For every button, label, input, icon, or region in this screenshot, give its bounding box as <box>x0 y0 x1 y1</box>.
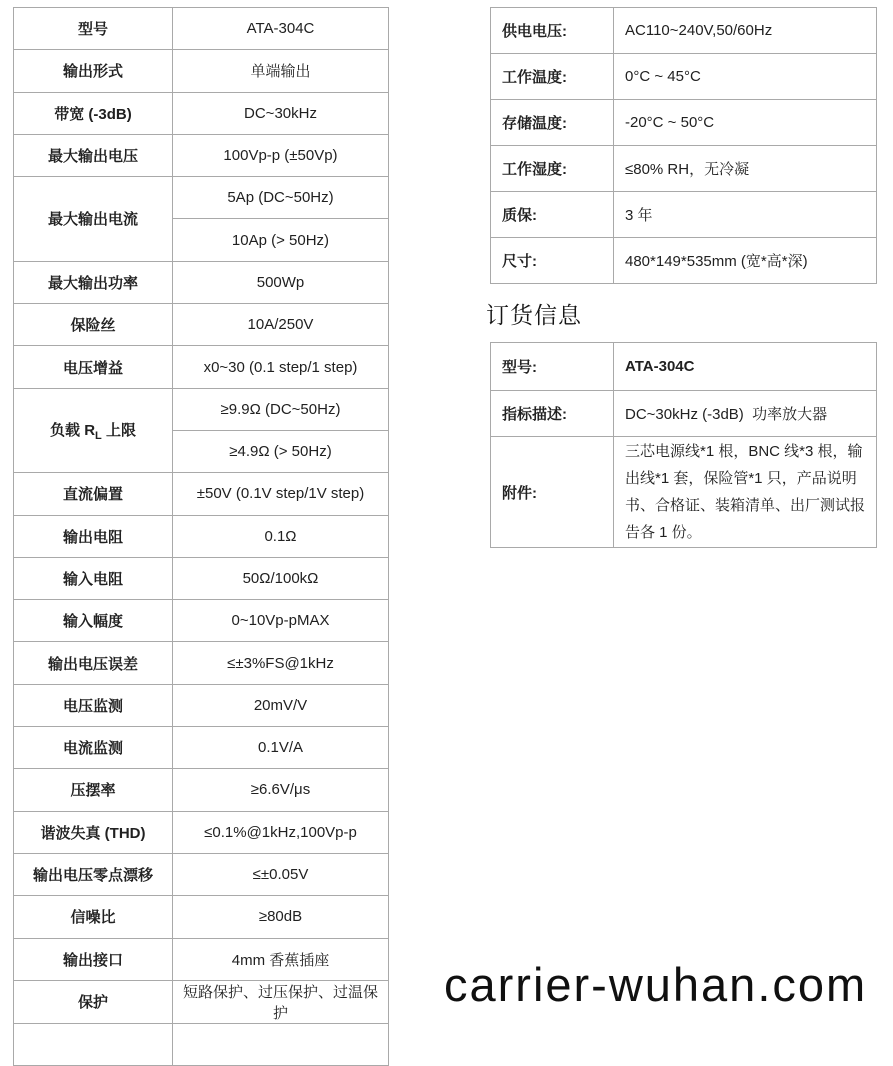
ordering-value-cell: 三芯电源线*1 根，BNC 线*3 根，输出线*1 套，保险管*1 只，产品说明书、合格证、装箱清单、出厂测试报告各 1 份。 <box>614 437 877 548</box>
spec-value-cell: 50Ω/100kΩ <box>173 557 389 599</box>
ordering-label-cell: 指标描述: <box>491 391 614 437</box>
general-row <box>491 8 877 54</box>
spec-label-cell: 直流偏置 <box>14 473 173 515</box>
spec-row <box>14 50 389 92</box>
general-value-cell: 480*149*535mm (宽*高*深) <box>614 238 877 284</box>
general-row <box>491 238 877 284</box>
spec-row <box>14 727 389 769</box>
spec-label-cell: 输出电压误差 <box>14 642 173 684</box>
spec-value-cell: ±50V (0.1V step/1V step) <box>173 473 389 515</box>
spec-label-cell: 型号 <box>14 8 173 50</box>
spec-label-cell: 谐波失真 (THD) <box>14 811 173 853</box>
spec-value-cell: 0.1V/A <box>173 727 389 769</box>
spec-row <box>14 8 389 50</box>
ordering-row <box>491 437 877 548</box>
spec-table <box>13 7 389 1066</box>
spec-value-cell: 10A/250V <box>173 304 389 346</box>
spec-label-cell: 压摆率 <box>14 769 173 811</box>
ordering-row <box>491 343 877 391</box>
spec-row <box>14 811 389 853</box>
spec-label-cell: 最大输出功率 <box>14 261 173 303</box>
spec-value-cell: ≤±0.05V <box>173 853 389 895</box>
spec-row <box>14 769 389 811</box>
general-row <box>491 192 877 238</box>
general-label-cell: 工作湿度: <box>491 146 614 192</box>
spec-label-cell: 电流监测 <box>14 727 173 769</box>
spec-value-cell: 0.1Ω <box>173 515 389 557</box>
spec-label-cell <box>14 388 173 473</box>
spec-value-cell: 0~10Vp-pMAX <box>173 600 389 642</box>
spec-label-cell: 输出电阻 <box>14 515 173 557</box>
spec-value-cell: 20mV/V <box>173 684 389 726</box>
general-label-cell: 供电电压: <box>491 8 614 54</box>
spec-value-cell: 500Wp <box>173 261 389 303</box>
spec-value-cell: DC~30kHz <box>173 92 389 134</box>
spec-label-cell: 最大输出电流 <box>14 177 173 262</box>
spec-row <box>14 853 389 895</box>
spec-row <box>14 980 389 1023</box>
spec-label-cell: 信噪比 <box>14 896 173 938</box>
ordering-row <box>491 391 877 437</box>
general-label-cell: 质保: <box>491 192 614 238</box>
ordering-info-table <box>490 342 877 548</box>
ordering-value-cell: DC~30kHz (-3dB) 功率放大器 <box>614 391 877 437</box>
general-value-cell: 3 年 <box>614 192 877 238</box>
spec-row <box>14 642 389 684</box>
spec-value-cell: ≤0.1%@1kHz,100Vp-p <box>173 811 389 853</box>
spec-value-cell: ≥80dB <box>173 896 389 938</box>
spec-row <box>14 896 389 938</box>
spec-value-cell: x0~30 (0.1 step/1 step) <box>173 346 389 388</box>
general-row <box>491 54 877 100</box>
spec-value-cell: 100Vp-p (±50Vp) <box>173 134 389 176</box>
general-info-table <box>490 7 877 284</box>
spec-label-cell: 输出电压零点漂移 <box>14 853 173 895</box>
watermark-text: carrier-wuhan.com <box>444 958 868 1011</box>
spec-row <box>14 388 389 430</box>
spec-label-text: 负载 R <box>50 421 96 439</box>
spec-value-cell: 4mm 香蕉插座 <box>173 938 389 980</box>
spec-label-cell: 电压增益 <box>14 346 173 388</box>
ordering-label-cell: 附件: <box>491 437 614 548</box>
general-label-cell: 尺寸: <box>491 238 614 284</box>
ordering-label-cell: 型号: <box>491 343 614 391</box>
spec-row <box>14 938 389 980</box>
spec-value-cell: ≤±3%FS@1kHz <box>173 642 389 684</box>
ordering-info-heading: 订货信息 <box>486 302 582 328</box>
general-value-cell: 0°C ~ 45°C <box>614 54 877 100</box>
spec-label-cell: 输入幅度 <box>14 600 173 642</box>
general-label-cell: 工作温度: <box>491 54 614 100</box>
spec-label-cell: 输入电阻 <box>14 557 173 599</box>
spec-label-cell: 带宽 (-3dB) <box>14 92 173 134</box>
general-value-cell: ≤80% RH，无冷凝 <box>614 146 877 192</box>
spec-label-text: 上限 <box>101 421 136 439</box>
spec-label-cell: 最大输出电压 <box>14 134 173 176</box>
spec-value-cell: 短路保护、过压保护、过温保护 <box>173 980 389 1023</box>
spec-value-cell: ATA-304C <box>173 8 389 50</box>
spec-row <box>14 557 389 599</box>
spec-row <box>14 684 389 726</box>
spec-row <box>14 304 389 346</box>
spec-label-cell: 保护 <box>14 980 173 1023</box>
spec-value-cell: 5Ap (DC~50Hz) <box>173 177 389 219</box>
spec-row <box>14 134 389 176</box>
general-label-cell: 存储温度: <box>491 100 614 146</box>
spec-label-cell: 输出接口 <box>14 938 173 980</box>
spec-value-cell: 10Ap (> 50Hz) <box>173 219 389 261</box>
spec-label-cell <box>14 1023 173 1065</box>
spec-label-cell: 输出形式 <box>14 50 173 92</box>
ordering-value-cell: ATA-304C <box>614 343 877 391</box>
spec-row <box>14 261 389 303</box>
general-row <box>491 146 877 192</box>
spec-row <box>14 92 389 134</box>
spec-row <box>14 473 389 515</box>
spec-row <box>14 346 389 388</box>
spec-row <box>14 515 389 557</box>
spec-label-cell: 保险丝 <box>14 304 173 346</box>
spec-value-cell: ≥4.9Ω (> 50Hz) <box>173 430 389 472</box>
spec-value-cell: 单端输出 <box>173 50 389 92</box>
spec-row <box>14 600 389 642</box>
general-row <box>491 100 877 146</box>
spec-row-clipped <box>14 1023 389 1065</box>
general-value-cell: -20°C ~ 50°C <box>614 100 877 146</box>
spec-value-cell <box>173 1023 389 1065</box>
spec-label-cell: 电压监测 <box>14 684 173 726</box>
general-value-cell: AC110~240V,50/60Hz <box>614 8 877 54</box>
spec-value-cell: ≥6.6V/μs <box>173 769 389 811</box>
spec-value-cell: ≥9.9Ω (DC~50Hz) <box>173 388 389 430</box>
subscript-text: L <box>95 429 102 442</box>
spec-row <box>14 177 389 219</box>
